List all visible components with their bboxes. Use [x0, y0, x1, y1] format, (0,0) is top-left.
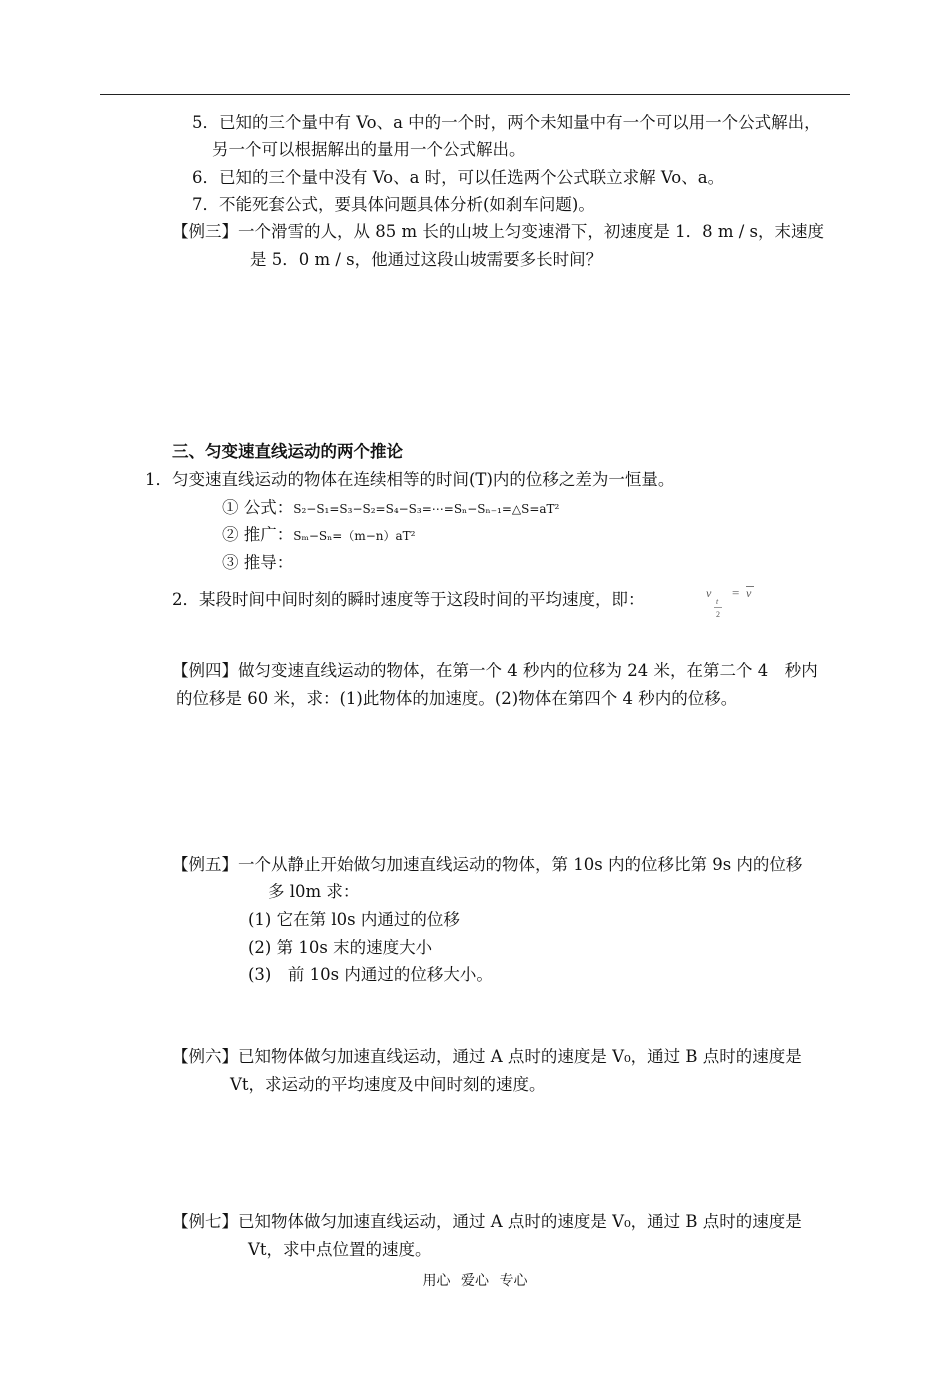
- formula-denominator: 2: [716, 610, 720, 619]
- example-6-line-2: Vt，求运动的平均速度及中间时刻的速度。: [230, 1075, 546, 1094]
- generalization-line: [222, 524, 415, 547]
- formula-expression: S₂−S₁=S₃−S₂=S₄−S₃=⋯=Sₙ−Sₙ₋₁=△S=aT²: [293, 502, 560, 516]
- example-3-line-2: 是 5．0 m / s，他通过这段山坡需要多长时间？: [250, 250, 603, 269]
- derivation-label: ③ 推导：: [222, 553, 294, 572]
- item-7: 7．不能死套公式，要具体问题具体分析(如刹车问题)。: [192, 195, 595, 214]
- example-5-line-1: 【例五】一个从静止开始做匀加速直线运动的物体，第 10s 内的位移比第 9s 内的位移: [172, 855, 803, 874]
- example-4-line-2: 的位移是 60 米，求：(1)此物体的加速度。(2)物体在第四个 4 秒内的位移。: [176, 689, 738, 708]
- example-5-question-3: (3) 前 10s 内通过的位移大小。: [248, 965, 493, 984]
- formula-average-v: v: [746, 586, 752, 600]
- example-5-question-1: (1) 它在第 l0s 内通过的位移: [248, 910, 460, 929]
- inference-1: 1．匀变速直线运动的物体在连续相等的时间(T)内的位移之差为一恒量。: [145, 470, 675, 489]
- fraction-bar: [714, 607, 722, 608]
- inference-2: 2．某段时间中间时刻的瞬时速度等于这段时间的平均速度，即：: [172, 590, 645, 609]
- item-5-line-1: 5．已知的三个量中有 Vo、a 中的一个时，两个未知量中有一个可以用一个公式解出，: [192, 113, 821, 132]
- generalization-label: ② 推广：: [222, 525, 294, 544]
- formula-label: ① 公式：: [222, 498, 294, 517]
- example-5-question-2: (2) 第 10s 末的速度大小: [248, 938, 433, 957]
- page-footer: 用心 爱心 专心: [422, 1273, 528, 1289]
- example-6-line-1: 【例六】已知物体做匀加速直线运动，通过 A 点时的速度是 V₀，通过 B 点时的速度是: [172, 1047, 802, 1066]
- item-5-line-2: 另一个可以根据解出的量用一个公式解出。: [212, 140, 526, 159]
- item-6: 6．已知的三个量中没有 Vo、a 时，可以任选两个公式联立求解 Vo、a。: [192, 168, 725, 187]
- generalization-expression: Sₘ−Sₙ=（m−n）aT²: [293, 529, 416, 543]
- example-7-line-2: Vt，求中点位置的速度。: [248, 1240, 432, 1259]
- example-3-line-1: 【例三】一个滑雪的人，从 85 m 长的山坡上匀变速滑下，初速度是 1．8 m / s，末速度: [172, 222, 825, 241]
- formula-line: [222, 497, 559, 520]
- section-heading: 三、匀变速直线运动的两个推论: [172, 442, 403, 461]
- example-4-line-1: 【例四】做匀变速直线运动的物体，在第一个 4 秒内的位移为 24 米，在第二个 4 秒内: [172, 661, 818, 680]
- formula-equals: =: [732, 585, 740, 600]
- example-7-line-1: 【例七】已知物体做匀加速直线运动，通过 A 点时的速度是 V₀，通过 B 点时的速度是: [172, 1212, 802, 1231]
- formula-v: v: [706, 586, 712, 600]
- header-rule: [100, 94, 850, 95]
- formula-t: t: [716, 597, 719, 606]
- example-5-line-2: 多 l0m 求：: [268, 882, 360, 901]
